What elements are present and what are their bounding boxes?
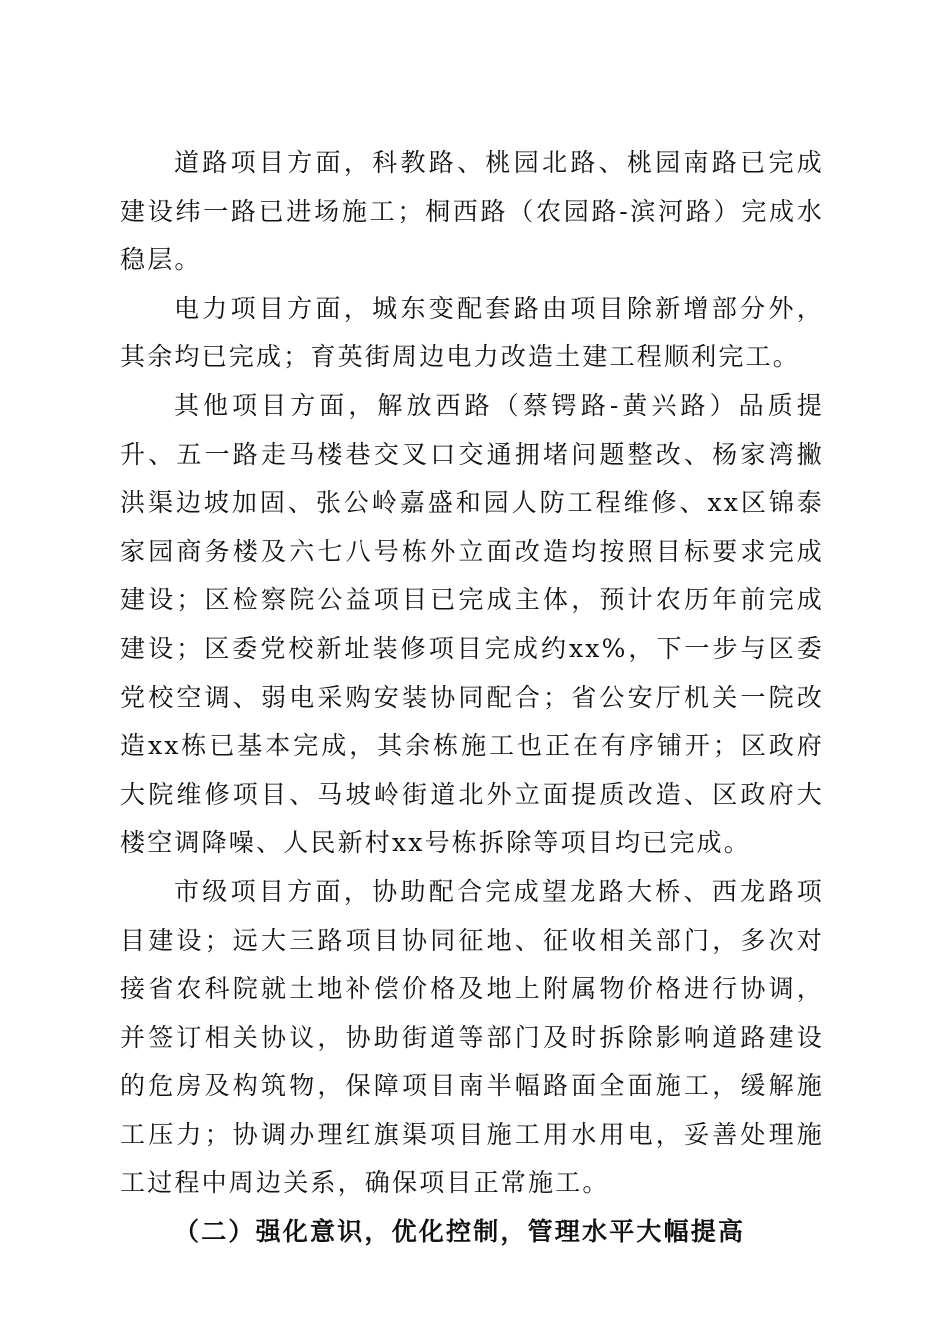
- paragraph-other-projects: 其他项目方面，解放西路（蔡锷路-黄兴路）品质提升、五一路走马楼巷交叉口交通拥堵问题整改、杨家湾撇洪渠边坡加固、张公岭嘉盛和园人防工程维修、xx区锦泰家园商务楼及六七八号栋外立面改造均按照目标要求完成建设；区检察院公益项目已完成主体，预计农历年前完成建设；区委党校新址装修项目完成约xx%，下一步与区委党校空调、弱电采购安装协同配合；省公安厅机关一院改造xx栋已基本完成，其余栋施工也正在有序铺开；区政府大院维修项目、马坡岭街道北外立面提质改造、区政府大楼空调降噪、人民新村xx号栋拆除等项目均已完成。: [120, 390, 824, 858]
- paragraph-city-projects: 市级项目方面，协助配合完成望龙路大桥、西龙路项目建设；远大三路项目协同征地、征收相关部门，多次对接省农科院就土地补偿价格及地上附属物价格进行协调，并签订相关协议，协助街道等部门及时拆除影响道路建设的危房及构筑物，保障项目南半幅路面全面施工，缓解施工压力；协调办理红旗渠项目施工用水用电，妥善处理施工过程中周边关系，确保项目正常施工。: [120, 876, 824, 1198]
- paragraph-road-projects: 道路项目方面，科教路、桃园北路、桃园南路已完成建设纬一路已进场施工；桐西路（农园路-滨河路）完成水稳层。: [120, 148, 824, 275]
- paragraph-power-projects: 电力项目方面，城东变配套路由项目除新增部分外，其余均已完成；育英街周边电力改造土建工程顺利完工。: [120, 293, 824, 372]
- section-heading: （二）强化意识，优化控制，管理水平大幅提高: [174, 1217, 746, 1247]
- document-body: [120, 139, 824, 1257]
